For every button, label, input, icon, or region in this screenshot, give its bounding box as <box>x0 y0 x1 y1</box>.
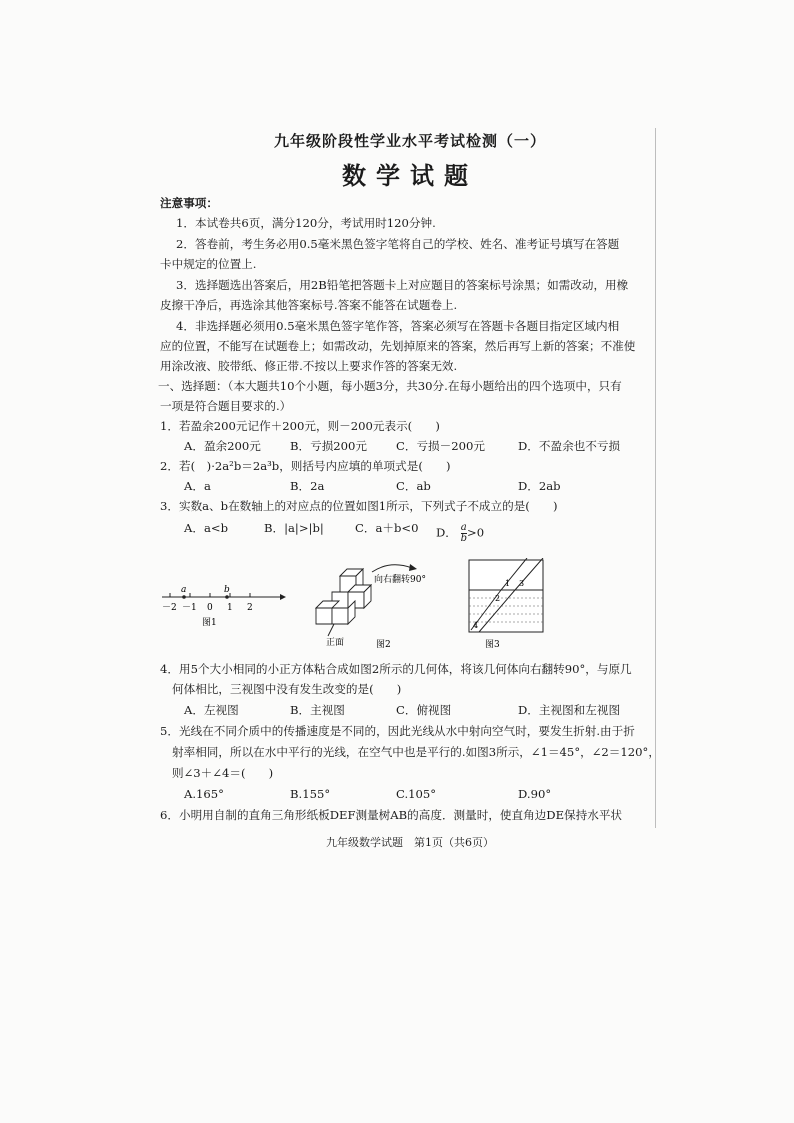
scan-edge-line <box>655 128 656 828</box>
number-line-arrow <box>280 594 286 600</box>
subject-title: 数学试题 <box>342 161 478 190</box>
front-label: 正面 <box>326 638 345 648</box>
question-5-stem-cont-1: 射率相同，所以在水中平行的光线，在空气中也是平行的.如图3所示，∠1＝45°，∠2＝120°， <box>172 745 660 759</box>
q2-option-d: D．2ab <box>518 479 561 493</box>
point-b-dot <box>225 595 229 599</box>
q3-option-d <box>436 523 484 544</box>
rotate-arrow-curve <box>372 565 412 572</box>
note-2: 2．答卷前，考生务必用0.5毫米黑色签字笔将自己的学校、姓名、准考证号填写在答题 <box>176 237 620 251</box>
question-3-stem: 3．实数a、b在数轴上的对应点的位置如图1所示，下列式子不成立的是( ) <box>160 499 558 513</box>
figure-1-caption: 图1 <box>202 618 217 628</box>
note-3: 3．选择题选出答案后，用2B铅笔把答题卡上对应题目的答案标号涂黑；如需改动，用橡 <box>176 278 629 292</box>
note-1: 1．本试卷共6页，满分120分，考试用时120分钟. <box>176 216 436 230</box>
figure-3-refraction <box>465 558 565 653</box>
point-a-label: a <box>181 585 187 595</box>
q1-option-c: C．亏损－200元 <box>396 439 485 453</box>
q5-option-b: B.155° <box>290 787 331 801</box>
question-2-stem: 2．若( )·2a²b＝2a³b，则括号内应填的单项式是( ) <box>160 459 451 473</box>
angle-label-2: 2 <box>495 594 501 603</box>
question-6-stem: 6．小明用自制的直角三角形纸板DEF测量树AB的高度．测量时，使直角边DE保持水平状 <box>160 808 623 822</box>
note-4: 4．非选择题必须用0.5毫米黑色签字笔作答，答案必须写在答题卡各题目指定区域内相 <box>176 319 620 333</box>
q4-option-b: B．主视图 <box>290 703 345 717</box>
figure-2-caption: 图2 <box>376 640 391 650</box>
figure-3-caption: 图3 <box>485 640 500 650</box>
angle-label-3: 3 <box>519 579 525 588</box>
cube-bottom-middle <box>332 608 348 624</box>
q1-option-a: A．盈余200元 <box>184 439 261 453</box>
fraction-numerator: a <box>460 522 467 533</box>
q5-option-a: A.165° <box>184 787 224 801</box>
exam-title: 九年级阶段性学业水平考试检测（一） <box>273 132 546 150</box>
note-4-cont-1: 应的位置，不能写在试题卷上；如需改动，先划掉原来的答案，然后再写上新的答案；不准使 <box>160 339 636 353</box>
q3-option-a: A．a<b <box>184 521 229 535</box>
note-4-cont-2: 用涂改液、胶带纸、修正带.不按以上要求作答的答案无效. <box>160 359 458 373</box>
notes-heading: 注意事项： <box>160 196 218 210</box>
cube-bottom-left <box>316 608 332 624</box>
tick-label-minus-1: －1 <box>182 603 197 613</box>
q4-option-d: D．主视图和左视图 <box>518 703 621 717</box>
q1-option-d: D．不盈余也不亏损 <box>518 439 621 453</box>
angle-label-4: 4 <box>473 621 479 630</box>
fraction-denominator: b <box>460 533 467 544</box>
figure-2-cube-solid <box>310 558 450 650</box>
q5-option-c: C.105° <box>396 787 437 801</box>
q3-option-b: B．|a|>|b| <box>264 521 324 535</box>
q4-option-c: C．俯视图 <box>396 703 452 717</box>
q2-option-c: C．ab <box>396 479 431 493</box>
tick-label-2: 2 <box>247 603 253 613</box>
page-footer: 九年级数学试题 第1页（共6页） <box>326 836 494 849</box>
section-1-heading-cont: 一项是符合题目要求的.） <box>160 399 292 413</box>
question-4-stem: 4．用5个大小相同的小正方体粘合成如图2所示的几何体，将该几何体向右翻转90°，与原几 <box>160 662 632 676</box>
rotate-arrow-head <box>409 564 417 571</box>
section-1-heading: 一、选择题：（本大题共10个小题，每小题3分，共30分.在每小题给出的四个选项中，只有 <box>158 379 622 393</box>
front-pointer-line <box>328 624 334 636</box>
tick-label-1: 1 <box>227 603 233 613</box>
q4-option-a: A．左视图 <box>184 703 239 717</box>
q5-option-d: D.90° <box>518 787 552 801</box>
q2-option-b: B．2a <box>290 479 325 493</box>
q1-option-b: B．亏损200元 <box>290 439 368 453</box>
note-2-cont: 卡中规定的位置上. <box>160 257 257 271</box>
angle-label-1: 1 <box>505 579 511 588</box>
question-1-stem: 1．若盈余200元记作＋200元，则－200元表示( ) <box>160 419 440 433</box>
q3-option-c: C．a＋b<0 <box>355 521 419 535</box>
tick-label-minus-2: －2 <box>162 603 177 613</box>
q3-option-d-prefix: D． <box>436 525 457 540</box>
q2-option-a: A．a <box>184 479 211 493</box>
rotate-label: 向右翻转90° <box>374 575 426 585</box>
point-b-label: b <box>224 585 230 595</box>
figure-1-number-line <box>160 555 290 630</box>
tick-label-0: 0 <box>207 603 213 613</box>
q3-option-d-suffix: >0 <box>466 525 485 540</box>
question-4-stem-cont: 何体相比，三视图中没有发生改变的是( ) <box>172 682 402 696</box>
question-5-stem: 5．光线在不同介质中的传播速度是不同的，因此光线从水中射向空气时，要发生折射.由于折 <box>160 724 635 738</box>
note-3-cont: 皮擦干净后，再选涂其他答案标号.答案不能答在试题卷上. <box>160 298 458 312</box>
question-5-stem-cont-2: 则∠3＋∠4＝( ) <box>172 766 274 780</box>
point-a-dot <box>182 595 186 599</box>
